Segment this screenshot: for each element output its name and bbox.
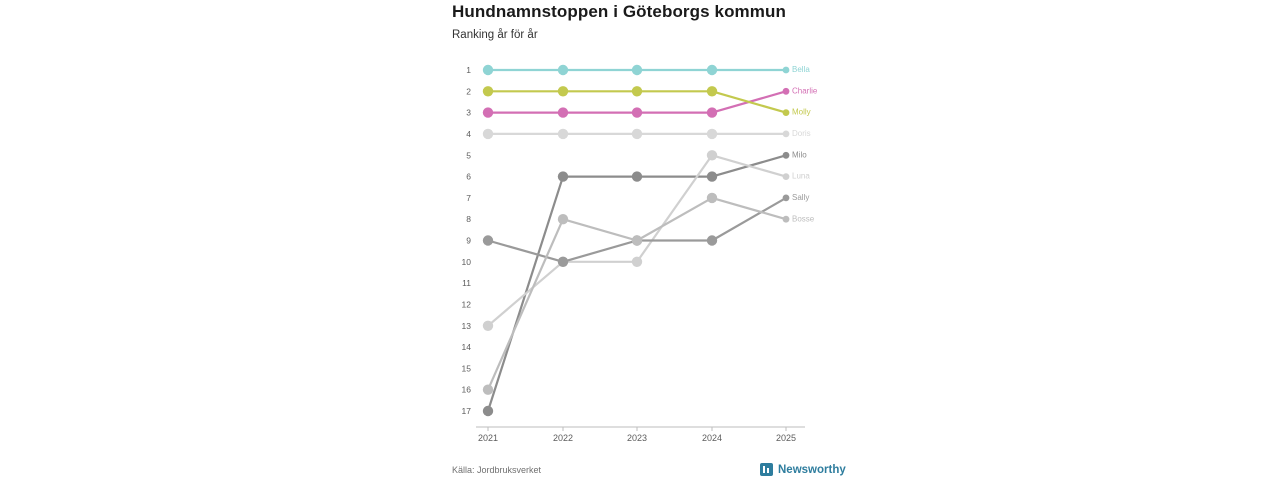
data-point — [558, 214, 568, 224]
data-point — [483, 235, 493, 245]
series-bella — [483, 65, 790, 75]
series-label-bella: Bella — [792, 65, 810, 75]
series-milo — [483, 152, 790, 416]
data-point — [707, 129, 717, 139]
data-point — [632, 257, 642, 267]
chart-subtitle: Ranking år för år — [452, 29, 538, 41]
series-label-molly: Molly — [792, 107, 811, 117]
y-axis-tick-label: 3 — [466, 107, 471, 118]
data-point — [632, 129, 642, 139]
y-axis-tick-label: 17 — [461, 406, 471, 416]
y-axis-tick-label: 14 — [461, 342, 471, 353]
y-axis-tick-label: 8 — [466, 214, 471, 225]
series-line — [488, 198, 786, 262]
data-point — [783, 88, 790, 95]
y-axis-tick-label: 12 — [461, 299, 471, 310]
data-point — [632, 235, 642, 245]
series-line — [488, 198, 786, 390]
data-point — [483, 321, 493, 331]
series-line — [488, 155, 786, 411]
data-point — [483, 86, 493, 96]
data-point — [707, 150, 717, 160]
y-axis-tick-label: 1 — [466, 65, 471, 75]
y-axis-tick-label: 7 — [466, 192, 471, 203]
y-axis-tick-label: 15 — [461, 363, 471, 374]
y-axis-tick-label: 13 — [461, 320, 471, 331]
x-axis-tick-label: 2023 — [626, 433, 648, 443]
data-point — [558, 86, 568, 96]
newsworthy-logo-icon — [760, 463, 773, 476]
series-label-charlie: Charlie — [792, 86, 818, 96]
y-axis-ticks — [462, 65, 472, 416]
series-lines — [483, 65, 790, 416]
data-point — [783, 216, 790, 223]
series-label-milo: Milo — [792, 150, 807, 160]
data-point — [707, 86, 717, 96]
series-label-bosse: Bosse — [792, 214, 815, 224]
y-axis-tick-label: 11 — [462, 278, 471, 289]
brand-credit — [760, 463, 846, 476]
y-axis-tick-label: 10 — [461, 256, 471, 267]
data-point — [707, 235, 717, 245]
data-point — [483, 65, 493, 75]
x-axis-tick-label: 2024 — [701, 433, 723, 443]
series-doris — [483, 129, 790, 139]
series-label-doris: Doris — [792, 129, 811, 139]
x-axis-tick-label: 2025 — [775, 433, 797, 443]
data-point — [558, 107, 568, 117]
y-axis-tick-label: 6 — [466, 171, 471, 182]
data-point — [483, 129, 493, 139]
source-note: Källa: Jordbruksverket — [452, 465, 542, 475]
y-axis-tick-label: 16 — [461, 384, 471, 395]
data-point — [558, 257, 568, 267]
data-point — [632, 65, 642, 75]
data-point — [558, 171, 568, 181]
data-point — [632, 107, 642, 117]
y-axis-tick-label: 2 — [466, 86, 471, 97]
data-point — [483, 385, 493, 395]
data-point — [783, 67, 790, 74]
data-point — [783, 131, 790, 138]
y-axis-tick-label: 5 — [466, 150, 471, 161]
data-point — [632, 86, 642, 96]
brand-name: Newsworthy — [778, 463, 846, 476]
data-point — [783, 109, 790, 116]
data-point — [483, 406, 493, 416]
series-end-labels — [792, 65, 818, 223]
y-axis-tick-label: 9 — [466, 235, 471, 246]
series-label-sally: Sally — [792, 192, 810, 202]
data-point — [783, 173, 790, 180]
y-axis-tick-label: 4 — [466, 128, 471, 139]
data-point — [783, 195, 790, 202]
data-point — [707, 65, 717, 75]
series-label-luna: Luna — [792, 171, 810, 181]
data-point — [632, 171, 642, 181]
page-title: Hundnamnstoppen i Göteborgs kommun — [452, 2, 786, 21]
x-axis-tick-label: 2021 — [477, 433, 499, 443]
x-axis-ticks — [478, 427, 796, 443]
data-point — [558, 129, 568, 139]
data-point — [707, 171, 717, 181]
data-point — [707, 107, 717, 117]
series-sally — [483, 195, 790, 267]
x-axis-tick-label: 2022 — [552, 433, 574, 443]
data-point — [483, 107, 493, 117]
data-point — [707, 193, 717, 203]
data-point — [558, 65, 568, 75]
data-point — [783, 152, 790, 159]
